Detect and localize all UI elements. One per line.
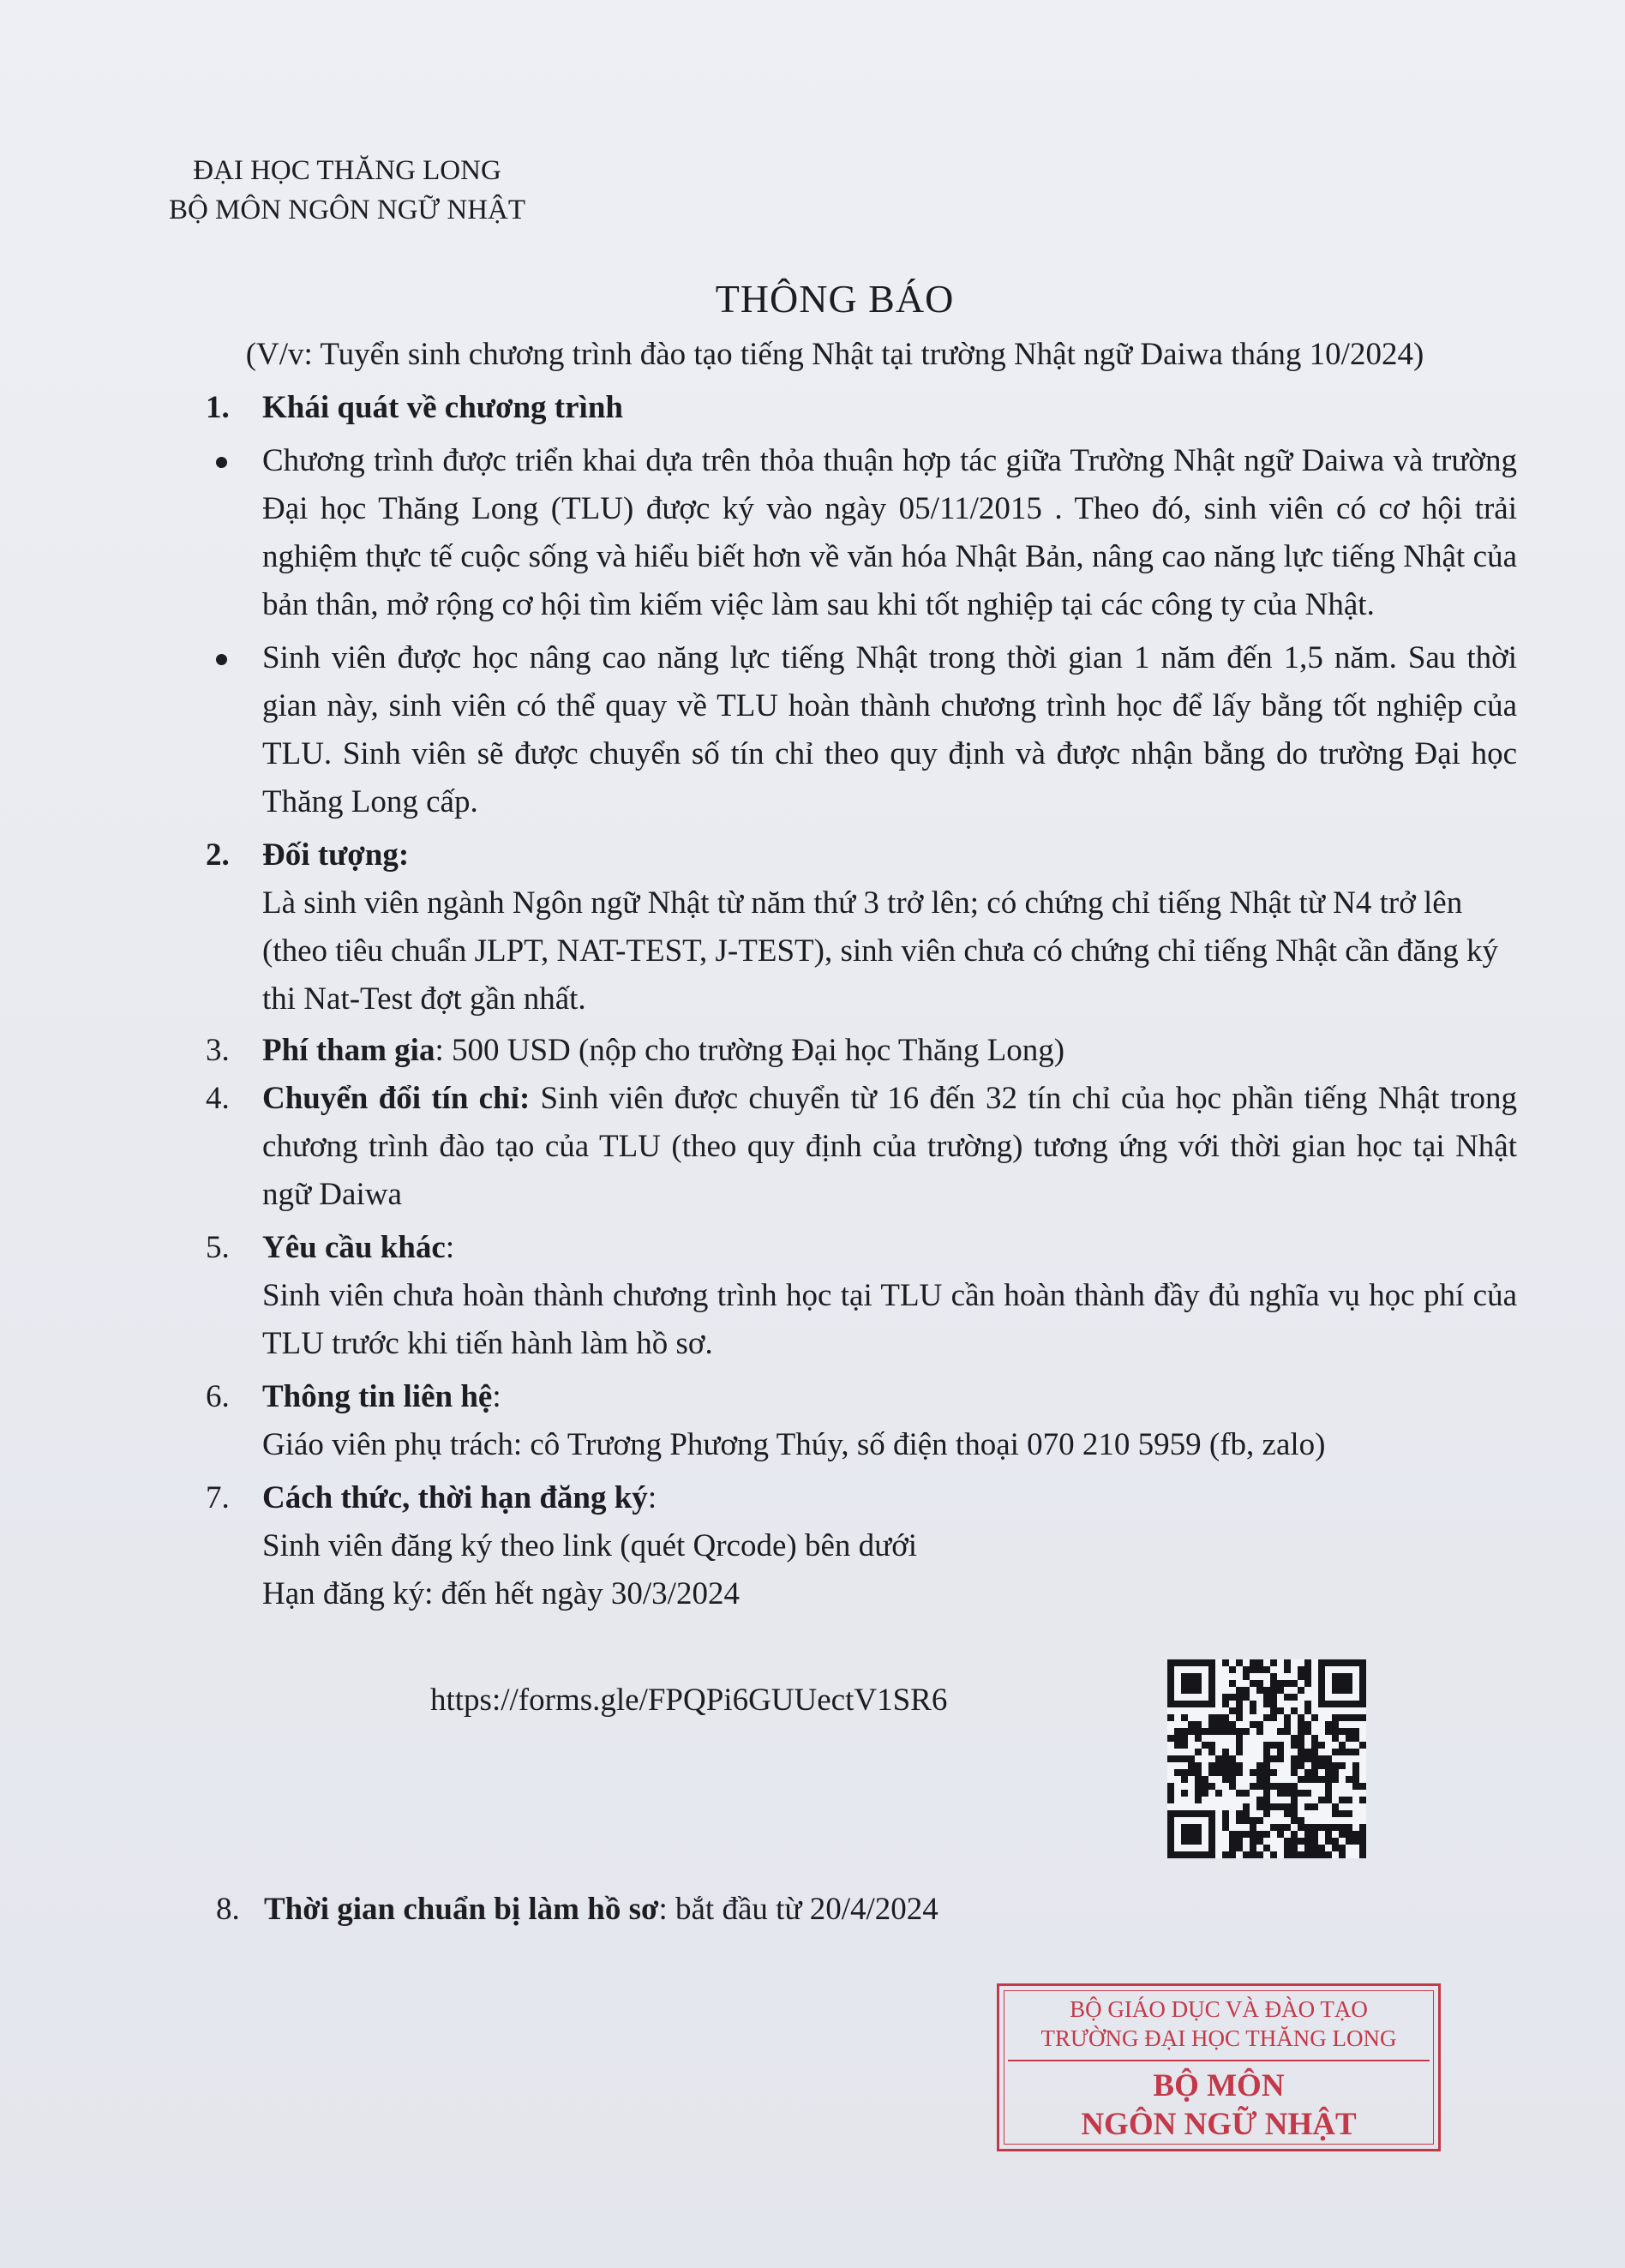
- stamp-ministry: BỘ GIÁO DỤC VÀ ĐÀO TẠO: [1070, 1996, 1368, 2022]
- section-colon: :: [647, 1480, 657, 1515]
- section-4: [206, 1075, 1517, 1219]
- section-colon: :: [492, 1379, 501, 1414]
- stamp-department-1: BỘ MÔN: [1153, 2068, 1285, 2103]
- section-title: Chuyển đổi tín chỉ:: [262, 1081, 531, 1116]
- section-6-text: Giáo viên phụ trách: cô Trương Phương Thúy, số điện thoại 070 210 5959 (fb, zalo): [262, 1427, 1326, 1462]
- section-text: Sinh viên được chuyển từ 16 đến 32 tín chỉ của học phần tiếng Nhật trong chương trình đào tạo của TLU (theo quy định của trường) tương ứng với thời gian học tại Nhật ngữ Daiwa: [262, 1081, 1517, 1212]
- section-7-line1: Sinh viên đăng ký theo link (quét Qrcode) bên dưới: [262, 1528, 918, 1563]
- section-2-text: Là sinh viên ngành Ngôn ngữ Nhật từ năm thứ 3 trở lên; có chứng chỉ tiếng Nhật từ N4 trở lên (theo tiêu chuẩn JLPT, NAT-TEST, J-TEST), sinh viên chưa có chứng chỉ tiếng Nhật cần đăng ký thi Nat-Test đợt gần nhất.: [262, 885, 1499, 1017]
- bullet-text: Chương trình được triển khai dựa trên thỏa thuận hợp tác giữa Trường Nhật ngữ Daiwa và trường Đại học Thăng Long (TLU) được ký vào ngày 05/11/2015 . Theo đó, sinh viên có cơ hội trải nghiệm thực tế cuộc sống và hiểu biết hơn về văn hóa Nhật Bản, nâng cao năng lực tiếng Nhật của bản thân, mở rộng cơ hội tìm kiếm việc làm sau khi tốt nghiệp tại các công ty của Nhật.: [262, 443, 1517, 622]
- section-7-line2: Hạn đăng ký: đến hết ngày 30/3/2024: [262, 1576, 740, 1611]
- section-title: Đối tượng:: [262, 837, 410, 873]
- list-item: [206, 634, 1517, 826]
- section-5: [206, 1224, 1517, 1272]
- qr-code-icon[interactable]: [1167, 1659, 1366, 1858]
- document-subtitle: (V/v: Tuyển sinh chương trình đào tạo tiếng Nhật tại trường Nhật ngữ Daiwa tháng 10/2024): [245, 337, 1424, 372]
- stamp-university: TRƯỜNG ĐẠI HỌC THĂNG LONG: [1040, 2025, 1397, 2051]
- stamp-divider: [1008, 2060, 1430, 2061]
- department-stamp: [997, 1983, 1441, 2151]
- section-3: [206, 1027, 1517, 1075]
- bullet-dot-icon: [216, 654, 227, 665]
- section-title: Khái quát về chương trình: [262, 390, 623, 425]
- section-title: Thời gian chuẩn bị làm hồ sơ: [264, 1892, 659, 1927]
- bullet-text: Sinh viên được học nâng cao năng lực tiếng Nhật trong thời gian 1 năm đến 1,5 năm. Sau thời gian này, sinh viên có thể quay về TLU hoàn thành chương trình học để lấy bằng tốt nghiệp của TLU. Sinh viên sẽ được chuyển số tín chỉ theo quy định và được nhận bằng do trường Đại học Thăng Long cấp.: [262, 640, 1517, 819]
- section-7: [206, 1474, 1517, 1522]
- list-item: [206, 437, 1517, 629]
- section-number: 3.: [206, 1033, 230, 1068]
- section-6: [206, 1373, 1517, 1421]
- issuer-header: [163, 151, 531, 230]
- department-name: BỘ MÔN NGÔN NGỮ NHẬT: [168, 195, 526, 225]
- registration-link[interactable]: https://forms.gle/FPQPi6GUUectV1SR6: [430, 1683, 948, 1718]
- document-body: [206, 384, 1517, 1618]
- section-title: Thông tin liên hệ: [262, 1379, 493, 1414]
- document-title: THÔNG BÁO: [715, 277, 955, 321]
- section-title: Yêu cầu khác: [262, 1230, 446, 1265]
- stamp-department-2: NGÔN NGỮ NHẬT: [1081, 2107, 1357, 2142]
- section-2: [206, 831, 1517, 879]
- section-colon: :: [445, 1230, 455, 1265]
- section-number: 1.: [206, 390, 230, 425]
- bullet-dot-icon: [216, 457, 227, 468]
- section-1-bullets: [206, 437, 1517, 826]
- section-number: 4.: [206, 1081, 230, 1116]
- section-text: : 500 USD (nộp cho trường Đại học Thăng Long): [435, 1033, 1065, 1068]
- section-8: [216, 1886, 938, 1934]
- section-number: 7.: [206, 1480, 230, 1515]
- section-1: [206, 384, 1517, 432]
- section-number: 5.: [206, 1230, 230, 1265]
- section-number: 6.: [206, 1379, 230, 1414]
- section-title: Cách thức, thời hạn đăng ký: [262, 1480, 648, 1515]
- section-5-text: Sinh viên chưa hoàn thành chương trình học tại TLU cần hoàn thành đầy đủ nghĩa vụ học phí của TLU trước khi tiến hành làm hồ sơ.: [262, 1278, 1517, 1361]
- section-text: : bắt đầu từ 20/4/2024: [658, 1892, 938, 1927]
- section-number: 8.: [216, 1892, 240, 1927]
- section-title: Phí tham gia: [262, 1033, 435, 1068]
- university-name: ĐẠI HỌC THĂNG LONG: [193, 155, 501, 186]
- section-number: 2.: [206, 837, 230, 873]
